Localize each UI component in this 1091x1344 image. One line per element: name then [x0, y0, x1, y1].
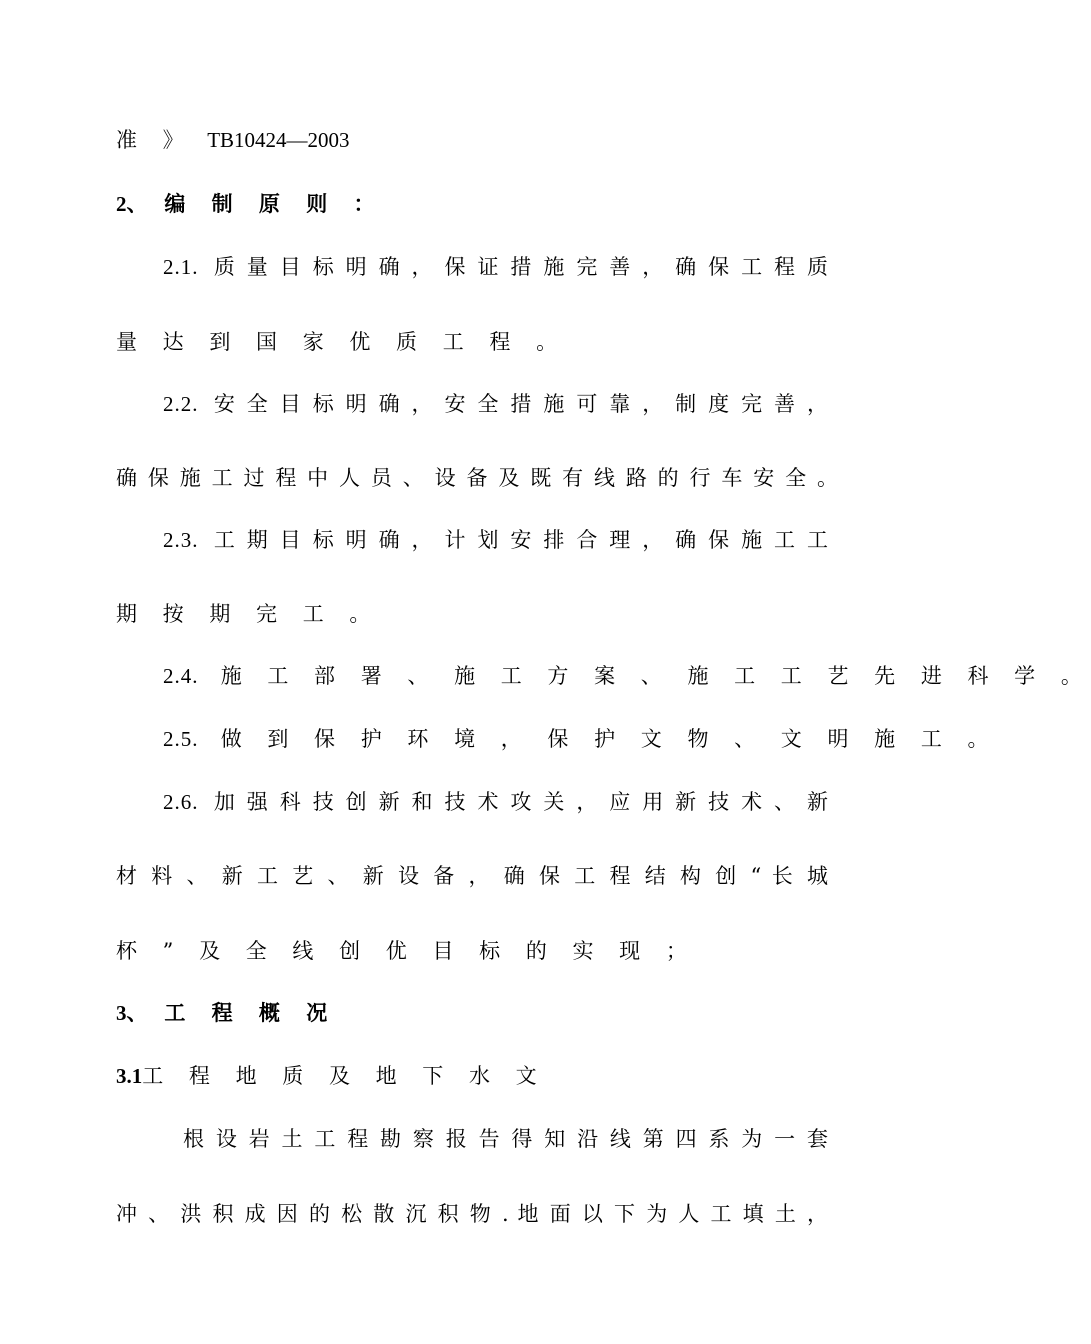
item-2-6-line1	[163, 788, 828, 816]
item-number: 2.3.	[163, 528, 199, 552]
section-2-heading	[116, 190, 828, 218]
subsection-3-1-title: 工 程 地 质 及 地 下 水 文	[142, 1064, 547, 1088]
item-number: 2.1.	[163, 255, 199, 279]
item-text: 加 强 科 技 创 新 和 技 术 攻 关 ， 应 用 新 技 术 、 新	[213, 790, 828, 814]
standard-prefix: 准 》	[116, 128, 194, 152]
section-3-number: 3、	[116, 1001, 148, 1025]
paragraph-line1: 根 设 岩 土 工 程 勘 察 报 告 得 知 沿 线 第 四 系 为 一 套	[183, 1127, 828, 1151]
item-2-3-line2: 期 按 期 完 工 。	[116, 602, 380, 626]
item-number: 2.5.	[163, 727, 199, 751]
item-text: 施 工 部 署 、 施 工 方 案 、 施 工 工 艺 先 进 科 学 。	[220, 664, 1091, 688]
section-3-heading	[116, 999, 828, 1027]
section-2-title: 编 制 原 则 ：	[164, 191, 385, 216]
subsection-3-1-number: 3.1	[116, 1064, 143, 1088]
item-2-3-line1	[163, 526, 828, 554]
item-number: 2.6.	[163, 790, 199, 814]
item-text: 安 全 目 标 明 确 ， 安 全 措 施 可 靠 ， 制 度 完 善 ，	[213, 392, 828, 416]
item-text: 做 到 保 护 环 境 ， 保 护 文 物 、 文 明 施 工 。	[220, 727, 998, 751]
paragraph-line2: 冲 、 洪 积 成 因 的 松 散 沉 积 物 . 地 面 以 下 为 人 工 填 土 ，	[116, 1202, 828, 1226]
section-3-title: 工 程 概 况	[164, 1000, 337, 1025]
item-2-1-line2: 量 达 到 国 家 优 质 工 程 。	[116, 330, 567, 354]
item-2-2-line1	[163, 390, 828, 418]
item-2-2-line2: 确 保 施 工 过 程 中 人 员 、 设 备 及 既 有 线 路 的 行 车 安 全 。	[116, 466, 838, 490]
item-number: 2.4.	[163, 664, 199, 688]
standard-reference-line	[116, 126, 828, 154]
item-2-6-line3: 杯 ” 及 全 线 创 优 目 标 的 实 现 ；	[116, 939, 697, 963]
section-2-number: 2、	[116, 192, 148, 216]
item-2-6-line2: 材 料 、 新 工 艺 、 新 设 备 ， 确 保 工 程 结 构 创 “ 长 城	[116, 864, 828, 888]
item-text: 质 量 目 标 明 确 ， 保 证 措 施 完 善 ， 确 保 工 程 质	[213, 255, 828, 279]
item-text: 工 期 目 标 明 确 ， 计 划 安 排 合 理 ， 确 保 施 工 工	[213, 528, 828, 552]
item-2-1-line1	[163, 253, 828, 281]
item-2-4	[163, 662, 1091, 690]
item-number: 2.2.	[163, 392, 199, 416]
standard-code: TB10424—2003	[207, 128, 350, 152]
subsection-3-1-heading	[116, 1062, 828, 1090]
item-2-5	[163, 725, 998, 753]
